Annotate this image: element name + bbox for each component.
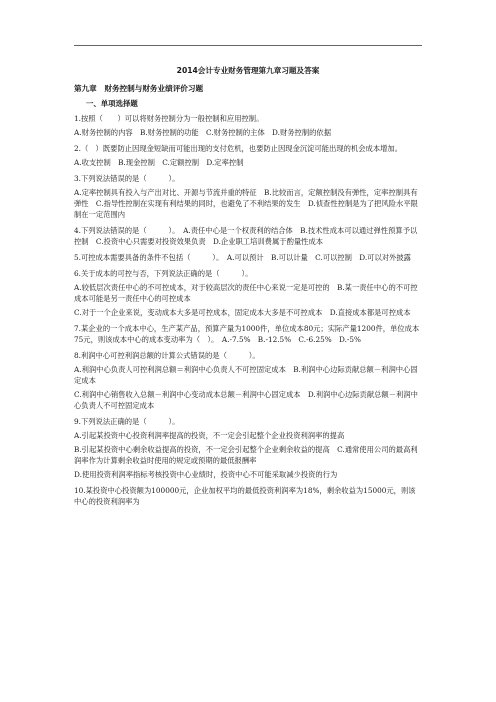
question-1: 1.按照（ ）可以将财务控制分为一般控制和应用控制。 bbox=[74, 114, 264, 123]
question-9-option-d: D.使用投资利润率指标考核投资中心业绩时，投资中心不可能采取减少投资的行为 bbox=[74, 470, 338, 479]
question-4: 4.下列说法错误的是（ ）。 A.责任中心是一个权责利的结合体 B.技术性成本可以通过弹性预算予以控制 C.投资中心只需要对投资效果负责 D.企业职工培训费属于酌量性成本 bbox=[74, 226, 418, 246]
question-2: 2.（ ）既要防止因现金短缺而可能出现的支付危机，也要防止因现金沉淀可能出现的机会成本增加。 bbox=[74, 144, 403, 153]
question-10: 10.某投资中心投资额为100000元，企业加权平均的最低投资利润率为18%，剩余收益为15000元，则该中心的投资利润率为 bbox=[74, 486, 416, 506]
document-title: 2014会计专业财务管理第九章习题及答案 bbox=[176, 66, 320, 75]
question-8: 8.利润中心可控利润总额的计算公式错误的是（ ）。 bbox=[74, 351, 260, 360]
question-7: 7.某企业的一个成本中心，生产某产品，预算产量为1000件，单位成本80元；实际产量1200件，单位成本75元，则该成本中心的成本变动率为（ ）。 A.-7.5% B.-12.5% C.-6.25% D.-5% bbox=[74, 324, 420, 344]
header-rule bbox=[74, 45, 422, 46]
question-8-options-cd: C.利润中心销售收入总额－利润中心变动成本总额－利润中心固定成本 D.利润中心边际贡献总额－利润中心负责人不可控固定成本 bbox=[74, 390, 418, 410]
question-5: 5.可控成本需要具备的条件不包括（ ）。 A.可以预计 B.可以计量 C.可以控制 D.可以对外披露 bbox=[74, 253, 411, 262]
section-heading: 一、单项选择题 bbox=[86, 99, 138, 108]
question-6-options-ab: A.较低层次责任中心的不可控成本，对于较高层次的责任中心来说一定是可控的 B.某一责任中心的不可控成本可能是另一责任中心的可控成本 bbox=[74, 283, 418, 303]
question-9: 9.下列说法正确的是（ ）。 bbox=[74, 417, 180, 426]
chapter-heading: 第九章 财务控制与财务业绩评价习题 bbox=[74, 84, 204, 93]
question-9-options-bc: B.引起某投资中心剩余收益提高的投资，不一定会引起整个企业剩余收益的提高 C.通常使用公司的最高利润率作为计算剩余收益时使用的规定或预期的最低报酬率 bbox=[74, 445, 418, 465]
question-3: 3.下列说法错误的是（ ）。 bbox=[74, 174, 180, 183]
question-8-options-ab: A.利润中心负责人可控利润总额＝利润中心负责人不可控固定成本 B.利润中心边际贡献总额－利润中心固定成本 bbox=[74, 365, 418, 385]
document-body bbox=[74, 60, 422, 512]
question-3-options: A.定率控制具有投入与产出对比、开源与节流并重的特征 B.比较而言，定额控制没有弹性，定率控制具有弹性 C.指导性控制在实现有利结果的同时，也避免了不利结果的发生 D.侦查性控制是为了把风险水平限制在一定范围内 bbox=[74, 188, 418, 219]
question-2-options: A.收支控制 B.现金控制 C.定额控制 D.定率控制 bbox=[74, 158, 244, 167]
question-6: 6.关于成本的可控与否，下列说法正确的是（ ）。 bbox=[74, 269, 253, 278]
question-1-options: A.财务控制的内容 B.财务控制的功能 C.财务控制的主体 D.财务控制的依据 bbox=[74, 128, 332, 137]
question-9-option-a: A.引起某投资中心投资利润率提高的投资，不一定会引起整个企业投资利润率的提高 bbox=[74, 431, 345, 440]
question-6-options-cd: C.对于一个企业来说，变动成本大多是可控成本，固定成本大多是不可控成本 D.直接成本都是可控成本 bbox=[74, 308, 411, 317]
